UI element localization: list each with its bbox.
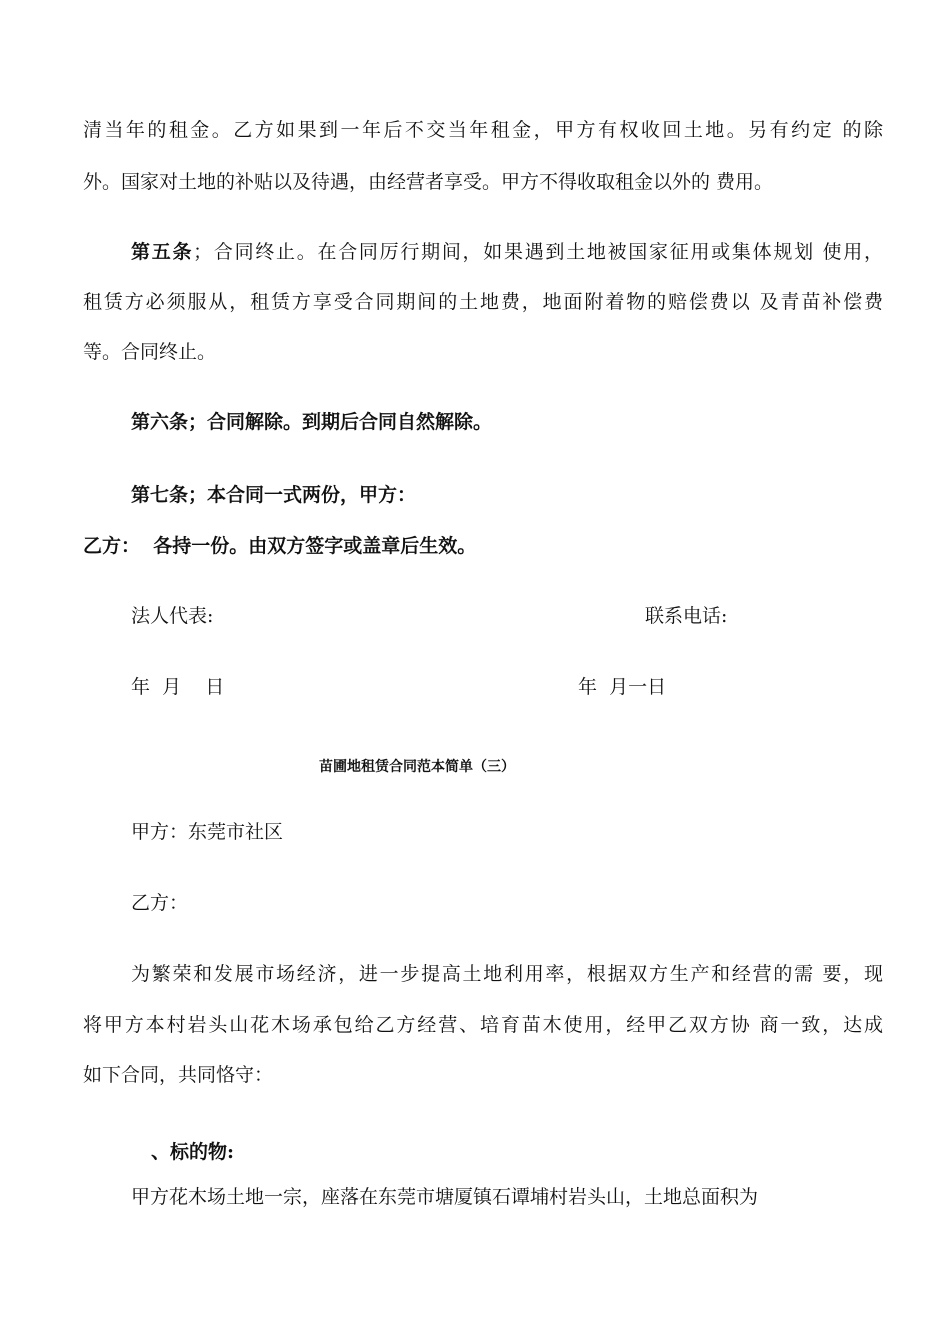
article-6: 第六条；合同解除。到期后合同自然解除。: [131, 411, 493, 433]
article-5-line-2: 租赁方必须服从，租赁方享受合同期间的土地费，地面附着物的赔偿费以 及青苗补偿费: [83, 291, 883, 313]
article-5-text: ；合同终止。在合同厉行期间，如果遇到土地被国家征用或集体规划 使用，: [193, 241, 883, 263]
intro-line: 将甲方本村岩头山花木场承包给乙方经营、培育苗木使用，经甲乙双方协 商一致，达成: [83, 1014, 883, 1036]
article-7-continuation: 乙方： 各持一份。由双方签字或盖章后生效。: [83, 535, 477, 557]
legal-representative-label: 法人代表:: [131, 605, 214, 627]
article-7: 第七条；本合同一式两份，甲方：: [131, 484, 417, 506]
article-5-line-1: [131, 240, 883, 264]
paragraph-line: 清当年的租金。乙方如果到一年后不交当年租金，甲方有权收回土地。另有约定 的除: [83, 119, 883, 141]
date-left: 年 月 日: [131, 676, 225, 698]
date-right: 年 月一日: [578, 676, 667, 698]
intro-line: 为繁荣和发展市场经济，进一步提高土地利用率，根据双方生产和经营的需 要，现: [131, 963, 883, 985]
intro-line: 如下合同，共同恪守：: [83, 1064, 274, 1086]
article-5-line-3: 等。合同终止。: [83, 341, 217, 363]
section-title: 苗圃地租赁合同范本简单（三）: [319, 759, 515, 775]
party-b: 乙方：: [131, 892, 189, 914]
subject-text: 甲方花木场土地一宗，座落在东莞市塘厦镇石谭埔村岩头山，土地总面积为: [131, 1186, 759, 1208]
subject-heading: 、标的物:: [151, 1141, 235, 1163]
party-a: 甲方：东莞市社区: [131, 821, 284, 843]
article-5-label: 第五条: [131, 241, 194, 263]
phone-label: 联系电话:: [645, 605, 728, 627]
paragraph-line: 外。国家对土地的补贴以及待遇，由经营者享受。甲方不得收取租金以外的 费用。: [83, 171, 774, 193]
